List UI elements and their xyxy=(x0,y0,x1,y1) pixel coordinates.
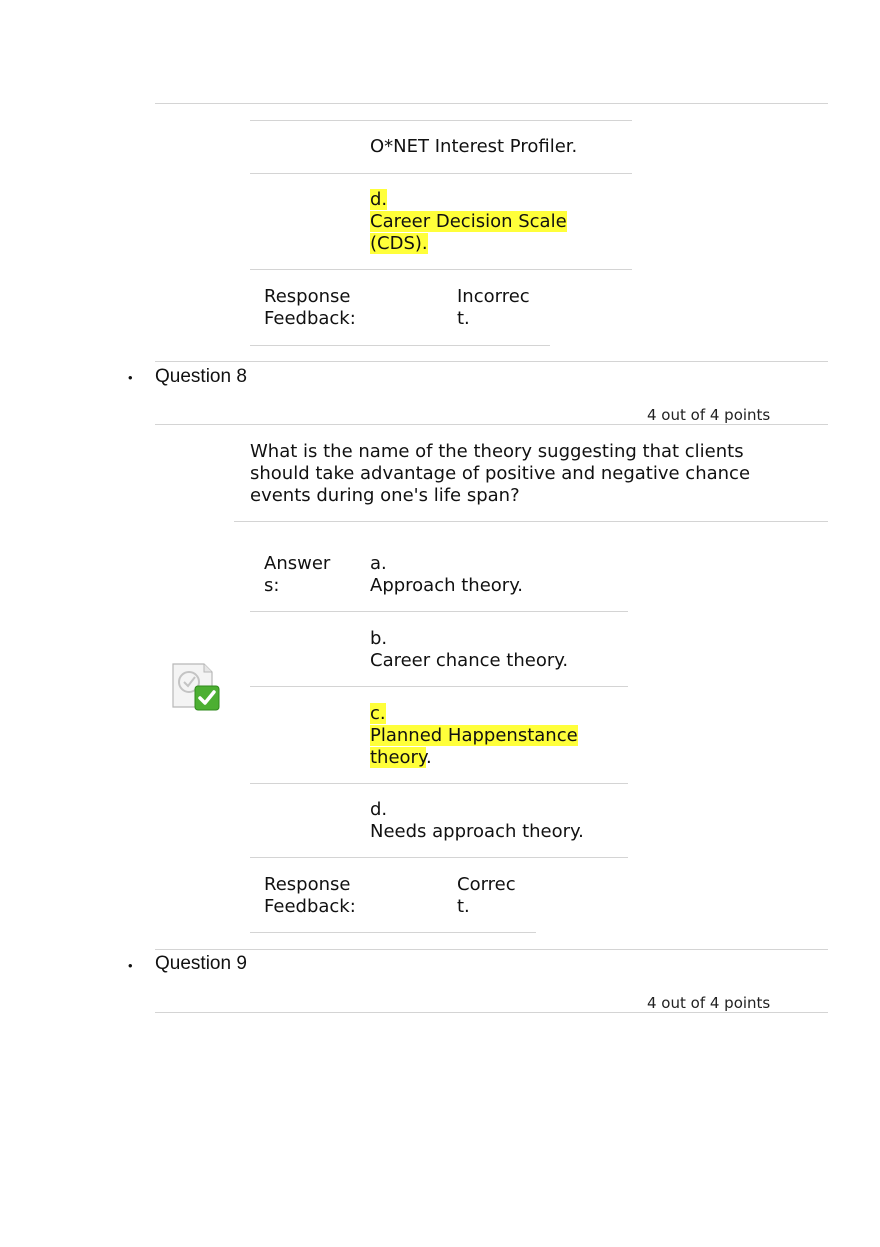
answer-divider xyxy=(250,857,628,858)
feedback-label-line1: Response xyxy=(264,286,351,307)
feedback-label-line2: Feedback: xyxy=(264,896,356,917)
answer-divider xyxy=(250,686,628,687)
feedback-divider xyxy=(250,345,550,346)
feedback-divider xyxy=(250,932,536,933)
feedback-label-line1: Response xyxy=(264,874,351,895)
answer-option-d-text-line2: (CDS). xyxy=(370,233,428,254)
answer-option-c-letter: c. xyxy=(370,703,386,724)
question-divider xyxy=(155,949,828,950)
feedback-label-line2: Feedback: xyxy=(264,308,356,329)
question-bullet: • xyxy=(128,958,133,973)
answer-option-a-text: Approach theory. xyxy=(370,575,523,596)
question-title: Question 8 xyxy=(155,366,247,387)
prompt-line2: should take advantage of positive and negative chance xyxy=(250,463,751,484)
section-divider xyxy=(155,103,828,104)
answer-option-c-text: O*NET Interest Profiler. xyxy=(370,136,578,157)
answer-divider xyxy=(250,611,628,612)
answer-option-a-letter: a. xyxy=(370,553,387,574)
question-points: 4 out of 4 points xyxy=(647,406,771,424)
prompt-line1: What is the name of the theory suggesting that clients xyxy=(250,441,744,462)
answer-option-d-text: Needs approach theory. xyxy=(370,821,584,842)
question-bullet: • xyxy=(128,370,133,385)
prompt-line3: events during one's life span? xyxy=(250,485,520,506)
prompt-divider xyxy=(234,521,828,522)
question-header-divider xyxy=(155,1012,828,1013)
question-header-divider xyxy=(155,424,828,425)
feedback-value-line1: Incorrec xyxy=(457,286,530,307)
answer-option-d-letter: d. xyxy=(370,189,388,210)
feedback-value-line1: Correc xyxy=(457,874,516,895)
question-title: Question 9 xyxy=(155,953,247,974)
answer-option-d-text-line1: Career Decision Scale xyxy=(370,211,567,232)
answer-option-c-period: . xyxy=(426,747,432,768)
answer-option-c-text-line1: Planned Happenstance xyxy=(370,725,578,746)
answers-label-line2: s: xyxy=(264,575,280,596)
answer-option-c-text-line2: theory xyxy=(370,747,427,768)
answer-divider xyxy=(250,783,628,784)
answers-label-line1: Answer xyxy=(264,553,331,574)
answer-divider xyxy=(250,173,632,174)
answer-option-b-letter: b. xyxy=(370,628,388,649)
correct-check-icon xyxy=(170,661,220,711)
answer-divider xyxy=(250,269,632,270)
feedback-value-line2: t. xyxy=(457,308,470,329)
answer-option-d-letter: d. xyxy=(370,799,388,820)
question-divider xyxy=(155,361,828,362)
feedback-value-line2: t. xyxy=(457,896,470,917)
answer-option-b-text: Career chance theory. xyxy=(370,650,569,671)
answer-divider xyxy=(250,120,632,121)
question-points: 4 out of 4 points xyxy=(647,994,771,1012)
